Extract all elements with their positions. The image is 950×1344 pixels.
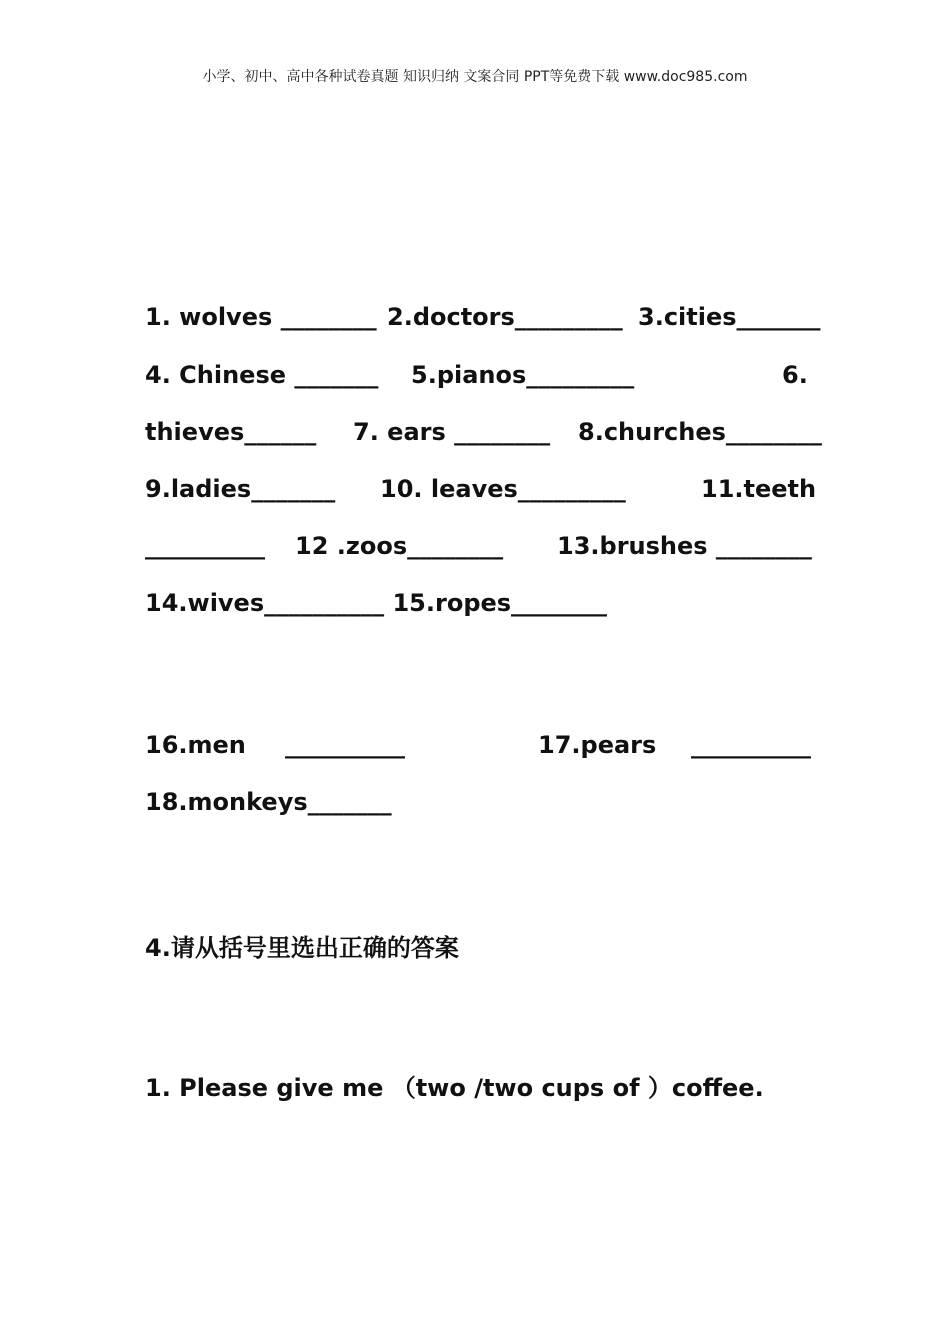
item-6-thieves: thieves______ — [145, 418, 317, 446]
exercise-line-2 — [145, 358, 806, 392]
item-12-zoos: 12 .zoos________ — [295, 532, 504, 560]
question-1: 1. Please give me （two /two cups of ）coffee. — [145, 1074, 764, 1102]
exercise-line-7 — [145, 728, 811, 762]
exercise-line-5 — [145, 529, 812, 563]
exercise-line-6 — [145, 586, 806, 620]
exercise-line-3 — [145, 415, 822, 449]
item-13-brushes: 13.brushes ________ — [557, 532, 812, 560]
section-title: 4.请从括号里选出正确的答案 — [145, 934, 459, 962]
item-8-churches: 8.churches________ — [578, 418, 822, 446]
item-6-number: 6. — [782, 361, 808, 389]
exercise-line-4 — [145, 472, 817, 506]
item-7-ears: 7. ears ________ — [353, 418, 551, 446]
exercise-line-1 — [145, 300, 821, 334]
item-1-wolves: 1. wolves ________ — [145, 303, 377, 331]
item-17-pears: 17.pears — [538, 731, 657, 759]
item-17-blank: __________ — [691, 731, 811, 759]
page-header-watermark: 小学、初中、高中各种试卷真题 知识归纳 文案合同 PPT等免费下载 www.doc985.com — [202, 69, 748, 85]
exercise-line-8 — [145, 785, 806, 819]
item-10-leaves: 10. leaves_________ — [380, 475, 626, 503]
item-18-monkeys: 18.monkeys_______ — [145, 788, 392, 816]
item-11-blank: __________ — [145, 532, 265, 560]
item-16-blank: __________ — [285, 731, 405, 759]
item-2-doctors: 2.doctors_________ — [387, 303, 623, 331]
item-11-teeth: 11.teeth — [701, 475, 817, 503]
item-5-pianos: 5.pianos_________ — [411, 361, 635, 389]
item-9-ladies: 9.ladies_______ — [145, 475, 336, 503]
item-16-men: 16.men — [145, 731, 246, 759]
item-4-chinese: 4. Chinese _______ — [145, 361, 379, 389]
item-14-15-wives-ropes: 14.wives__________ 15.ropes________ — [145, 589, 608, 617]
item-3-cities: 3.cities_______ — [638, 303, 821, 331]
